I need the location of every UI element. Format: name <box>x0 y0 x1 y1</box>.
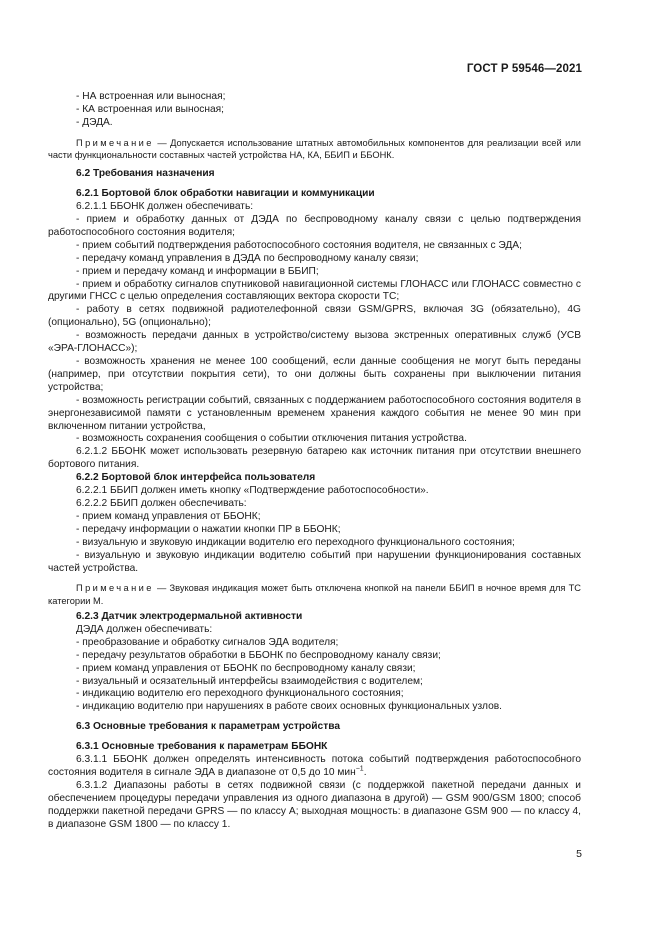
list-item: - визуальный и осязательный интерфейсы взаимодействия с водителем; <box>76 675 423 687</box>
paragraph: 6.2.1.2 ББОНК может использовать резервную батарею как источник питания при отсутствии внешнего бортового питания. <box>48 446 581 471</box>
list-item: - прием команд управления от ББОНК; <box>76 510 261 522</box>
page-number: 5 <box>576 848 582 860</box>
note-label: Примечание <box>76 583 154 594</box>
paragraph-end: . <box>363 766 367 778</box>
paragraph: ДЭДА должен обеспечивать: <box>76 623 213 635</box>
list-item: - работу в сетях подвижной радиотелефонной связи GSM/GPRS, включая 3G (обязательно), 4G (опционально), 5G (опционально); <box>48 304 581 329</box>
list-item: - прием и обработку сигналов спутниковой навигационной системы ГЛОНАСС или ГЛОНАСС совместно с другими ГНСС с целью определения составляющих вектора скорости ТС; <box>48 278 581 303</box>
list-item: - передачу результатов обработки в ББОНК по беспроводному каналу связи; <box>76 649 441 661</box>
list-item: - преобразование и обработку сигналов ЭДА водителя; <box>76 636 339 648</box>
list-item: - визуальную и звуковую индикации водителю событий при нарушении функционирования составных частей устройства. <box>48 549 581 574</box>
list-item: - возможность регистрации событий, связанных с поддержанием работоспособного состояния водителя в энергонезависимой памяти с установленным временем хранения каждого события не менее 90 мин при включенном питании устройства, <box>48 394 581 432</box>
list-item: - прием и обработку данных от ДЭДА по беспроводному каналу связи с целью подтверждения работоспособного состояния водителя; <box>48 214 581 238</box>
list-item: - КА встроенная или выносная; <box>76 103 225 115</box>
list-item: - прием событий подтверждения работоспособного состояния водителя, не связанных с ЭДА; <box>76 239 522 251</box>
note-text: — Допускается использование штатных автомобильных компонентов для реализации всей или части функциональности составных частей устройства НА, КА, ББИП и ББОНК. <box>48 137 581 161</box>
note-text: — Звуковая индикация может быть отключена кнопкой на панели ББИП в ночное время для ТС категории М. <box>48 583 581 606</box>
paragraph: 6.2.2.1 ББИП должен иметь кнопку «Подтверждение работоспособности». <box>76 485 429 497</box>
document-standard-id: ГОСТ Р 59546—2021 <box>466 63 582 75</box>
note-label: Примечание <box>76 137 154 148</box>
list-item: - возможность сохранения сообщения о событии отключения питания устройства. <box>76 433 467 445</box>
list-item: - визуальную и звуковую индикации водителю его переходного функционального состояния; <box>76 536 515 548</box>
paragraph <box>48 754 581 780</box>
list-item: - индикацию водителю его переходного функционального состояния; <box>76 688 404 700</box>
list-item: - индикацию водителю при нарушениях в работе своих основных функциональных узлов. <box>76 701 502 713</box>
paragraph: 6.2.2.2 ББИП должен обеспечивать: <box>76 497 247 509</box>
document-body <box>48 91 581 832</box>
subsection-heading: 6.2.1 Бортовой блок обработки навигации и коммуникации <box>76 188 375 200</box>
subsection-heading: 6.3.1 Основные требования к параметрам ББОНК <box>76 741 328 753</box>
list-item: - возможность хранения не менее 100 сообщений, если данные сообщения не могут быть переданы (например, при отсутствии покрытия сети), то они должны быть сохранены при выключении питания устройства; <box>48 356 581 393</box>
list-item: - прием команд управления от ББОНК по беспроводному каналу связи; <box>76 662 416 674</box>
section-heading: 6.3 Основные требования к параметрам устройства <box>76 721 340 733</box>
subsection-heading: 6.2.3 Датчик электродермальной активности <box>76 611 303 622</box>
note-paragraph <box>48 137 581 162</box>
paragraph: 6.3.1.2 Диапазоны работы в сетях подвижной связи (с поддержкой пакетной передачи данных и обеспечением процедуры передачи управления из одного диапазона в другой) — GSM 900/GSM 1800; способ поддержки пакетной передачи GPRS — по классу А; выходная мощность: в диапазоне GSM 900 — по классу 4, в диапазоне GSM 1800 — по классу 1. <box>48 779 581 830</box>
section-heading: 6.2 Требования назначения <box>76 168 215 180</box>
list-item: - передачу информации о нажатии кнопки ПР в ББОНК; <box>76 523 341 535</box>
note-paragraph <box>48 582 581 607</box>
list-item: - возможность передачи данных в устройство/систему вызова экстренных оперативных служб (УСВ «ЭРА-ГЛОНАСС»); <box>48 330 581 355</box>
list-item: - передачу команд управления в ДЭДА по беспроводному каналу связи; <box>76 252 419 264</box>
paragraph: 6.2.1.1 ББОНК должен обеспечивать: <box>76 201 254 213</box>
list-item: - прием и передачу команд и информации в ББИП; <box>76 265 319 277</box>
paragraph-text: 6.3.1.1 ББОНК должен определять интенсивность потока событий подтверждения работоспособного состояния водителя в сигнале ЭДА в диапазоне от 0,5 до 10 мин <box>48 754 581 778</box>
superscript: −1 <box>355 765 364 773</box>
list-item: - НА встроенная или выносная; <box>76 91 226 102</box>
subsection-heading: 6.2.2 Бортовой блок интерфейса пользователя <box>76 472 316 484</box>
list-item: - ДЭДА. <box>76 116 113 128</box>
